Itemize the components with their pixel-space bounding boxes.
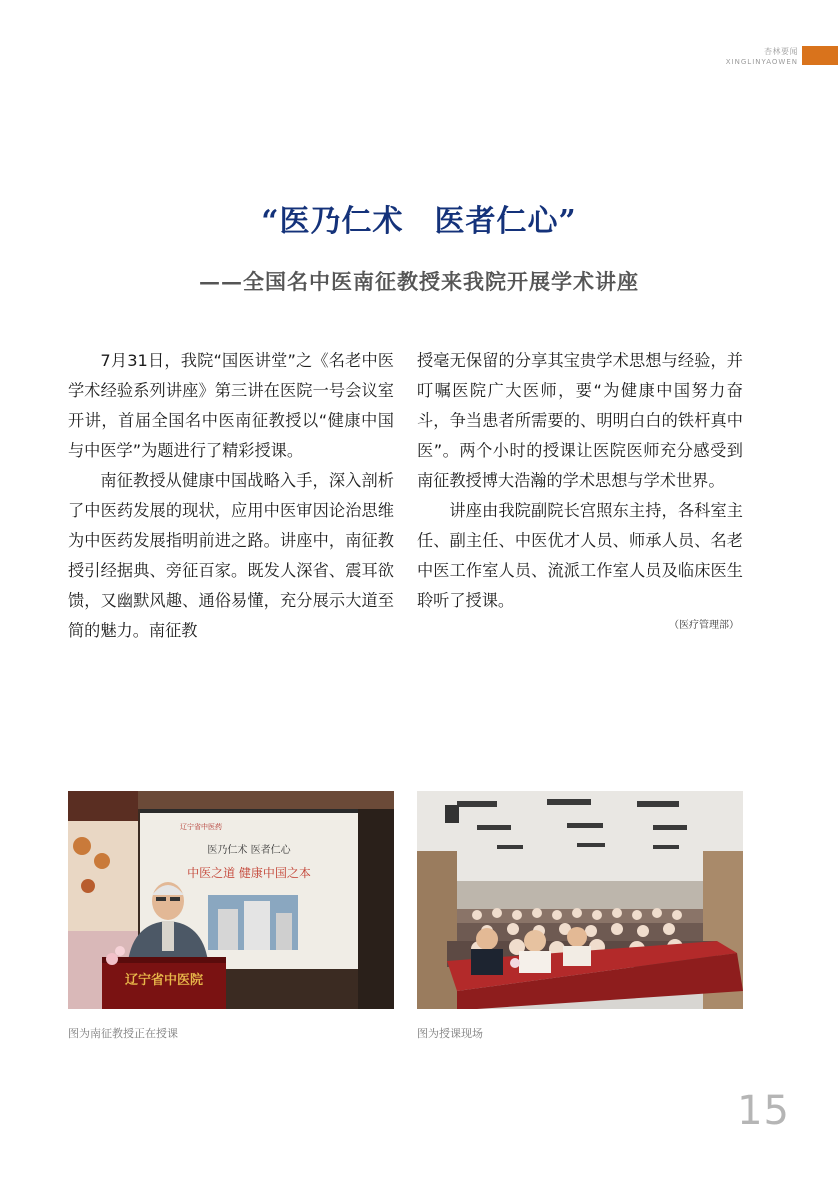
paragraph: 南征教授从健康中国战略入手，深入剖析了中医药发展的现状，应用中医审因论治思维为中医药发展指明前进之路。讲座中，南征教授引经据典、旁征百家。既发人深省、震耳欲馈，又幽默风趣、通俗易懂，充分展示大道至简的魅力。南征教 [68, 471, 394, 640]
podium-sign: 辽宁省中医院 [124, 973, 204, 988]
screen-slogan: 中医之道 健康中国之本 [187, 866, 311, 880]
article-source: （医疗管理部） [669, 620, 739, 631]
photo-lecturer [68, 791, 394, 1009]
header-accent-block [802, 46, 838, 65]
photo-audience [417, 791, 743, 1009]
article-column-left [68, 346, 394, 646]
page-number: 15 [737, 1088, 790, 1134]
section-name-cn: 杏林要闻 [764, 47, 798, 56]
article-title: “医乃仁术 医者仁心” [261, 204, 577, 239]
article-column-right [417, 346, 743, 634]
screen-title: 医乃仁术 医者仁心 [207, 845, 291, 856]
photo-caption: 图为授课现场 [417, 1027, 483, 1040]
paragraph-continued: 授毫无保留的分享其宝贵学术思想与经验，并叮嘱医院广大医师，要“为健康中国努力奋斗，争当患者所需要的、明明白白的铁杆真中医”。两个小时的授课让医院医师充分感受到南征教授博大浩瀚的学术思想与学术世界。 [417, 351, 743, 490]
lecturer-illustration [68, 791, 394, 1009]
section-header [726, 47, 798, 67]
paragraph: 7月31日，我院“国医讲堂”之《名老中医学术经验系列讲座》第三讲在医院一号会议室开讲，首届全国名中医南征教授以“健康中国与中医学”为题进行了精彩授课。 [68, 351, 394, 460]
section-name-en: XINGLINYAOWEN [725, 58, 798, 66]
audience-illustration [417, 791, 743, 1009]
screen-logo-text: 辽宁省中医药 [180, 823, 222, 831]
photo-caption: 图为南征教授正在授课 [68, 1027, 178, 1040]
article-subtitle: ——全国名中医南征教授来我院开展学术讲座 [199, 269, 639, 294]
paragraph: 讲座由我院副院长宫照东主持，各科室主任、副主任、中医优才人员、师承人员、名老中医工作室人员、流派工作室人员及临床医生聆听了授课。 [417, 501, 743, 610]
